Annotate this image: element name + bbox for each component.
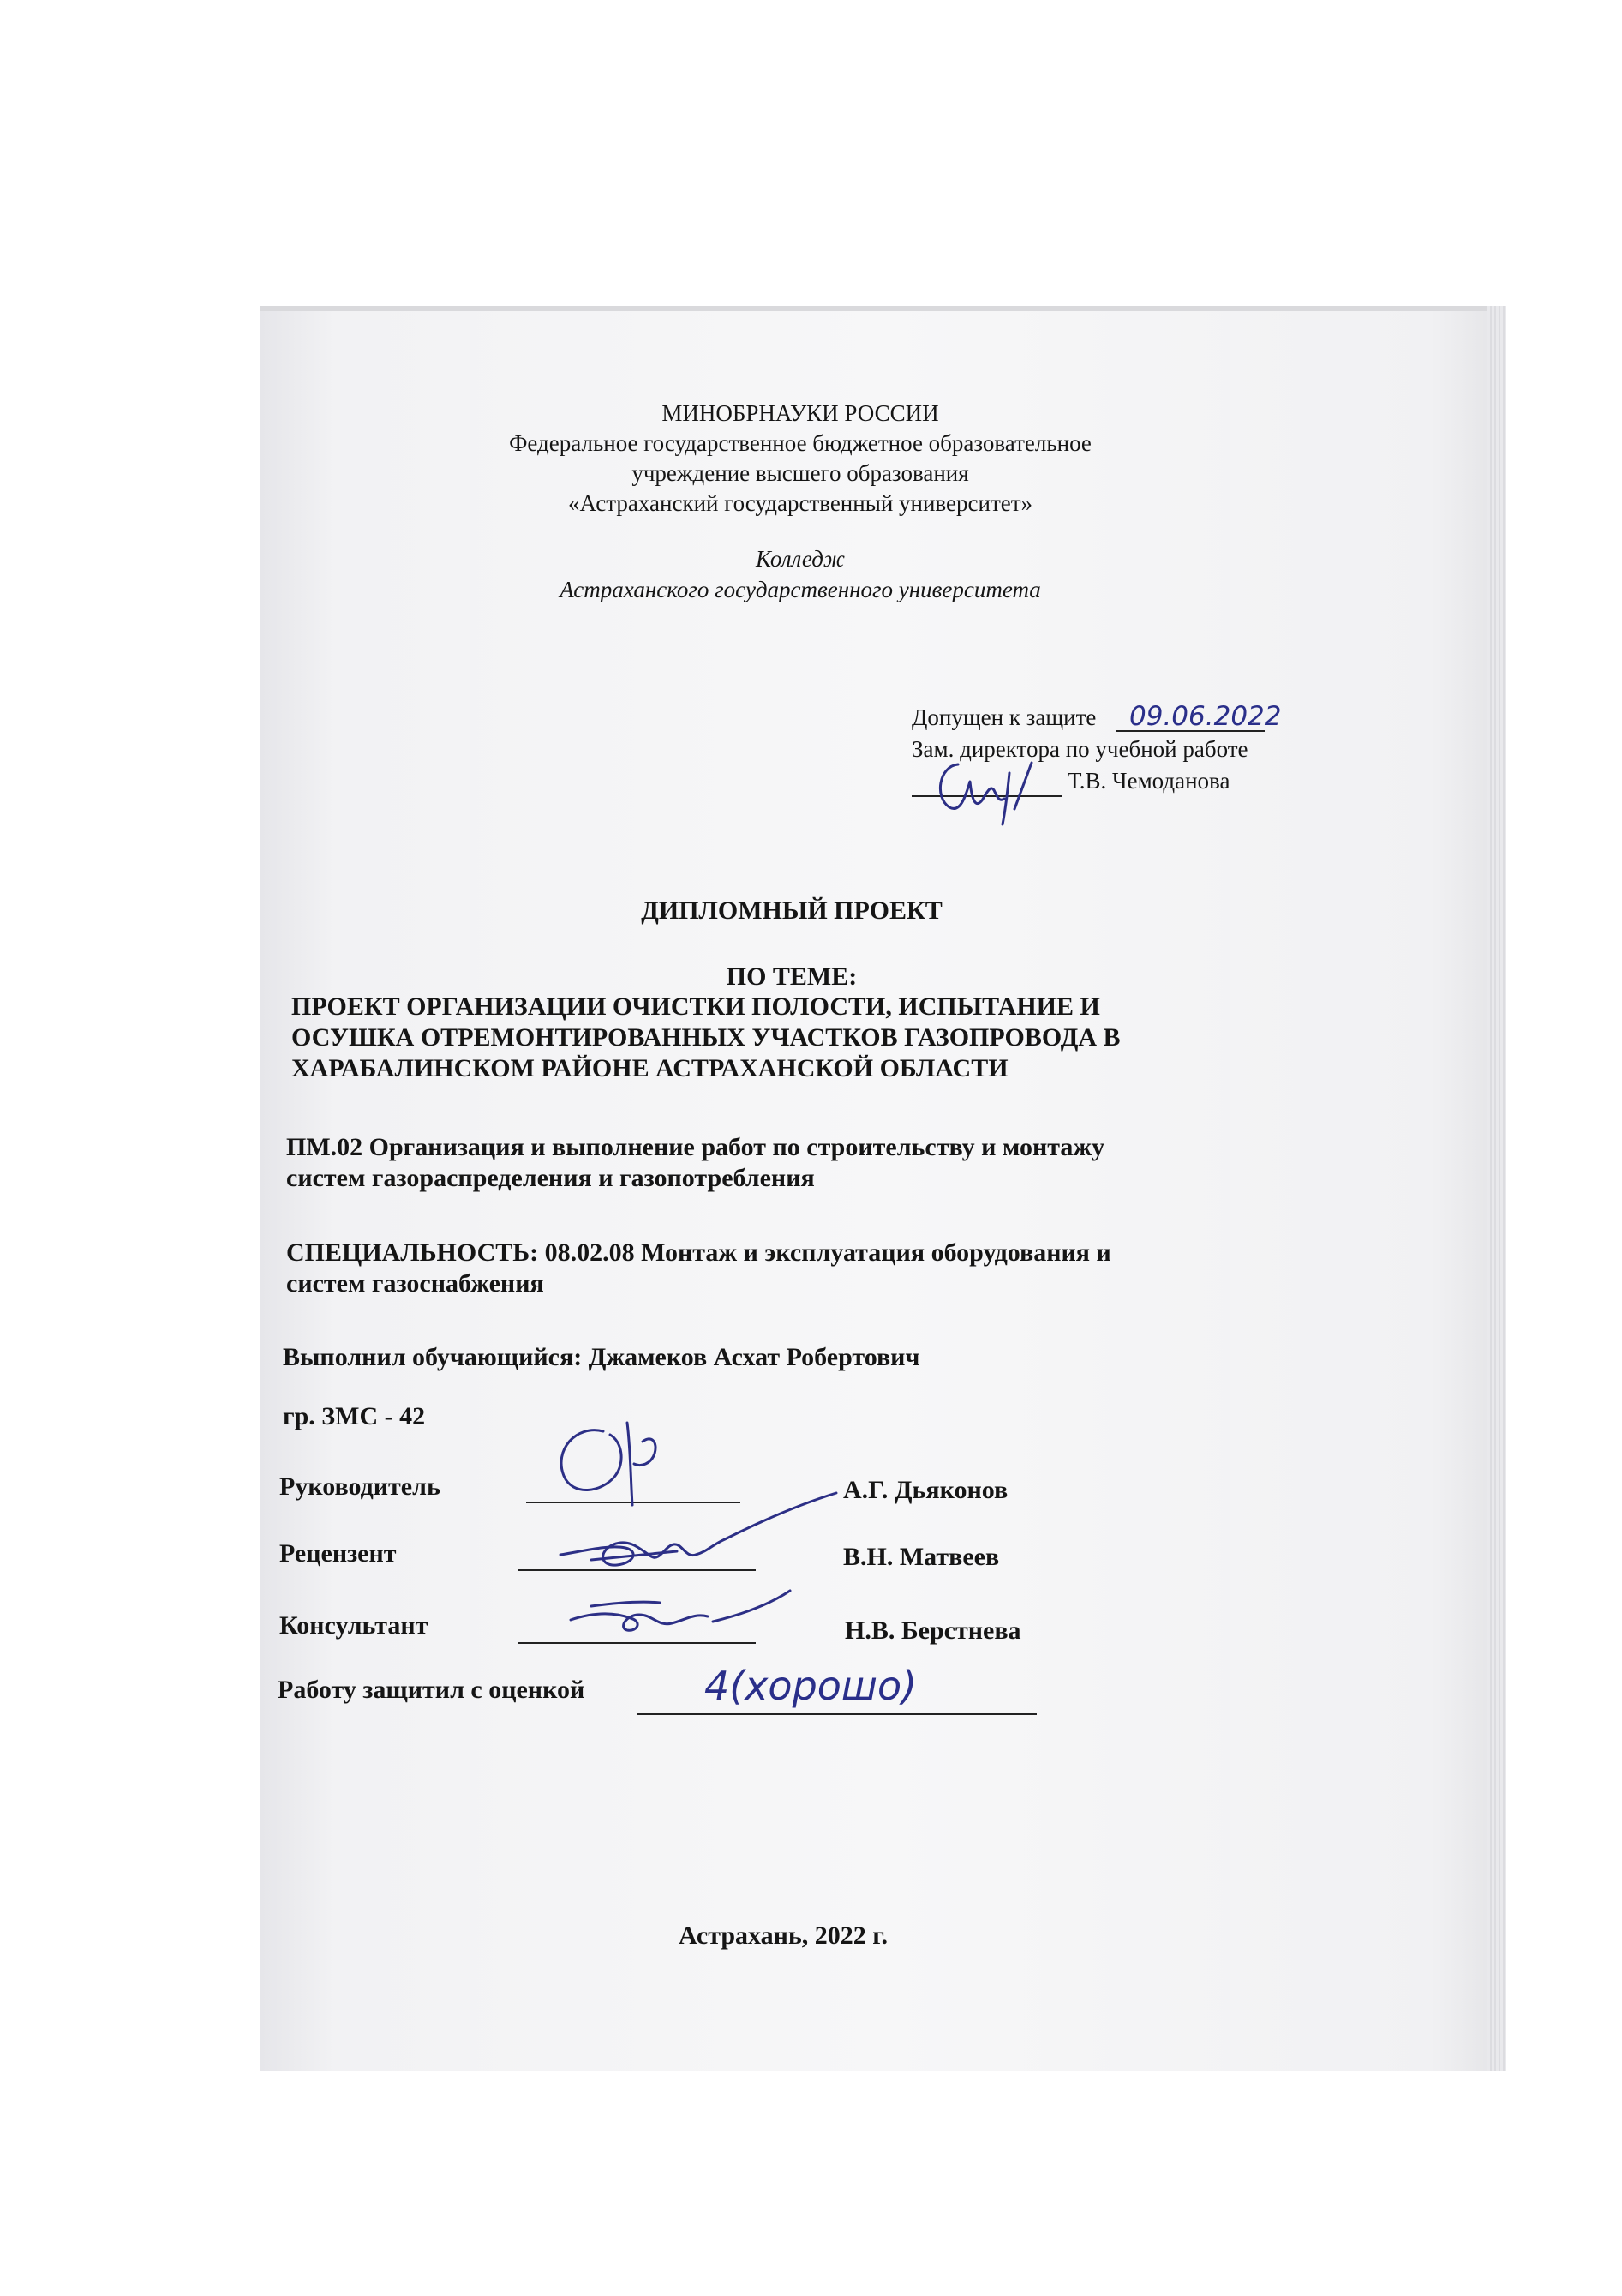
page-edge-right	[1487, 306, 1506, 2071]
signature-icon	[557, 1491, 840, 1577]
deputy-director-position: Зам. директора по учебной работе	[912, 736, 1248, 762]
signatory-name: А.Г. Дьяконов	[843, 1476, 1009, 1504]
document-type: ДИПЛОМНЫЙ ПРОЕКТ	[641, 896, 943, 925]
ministry-line: МИНОБРНАУКИ РОССИИ	[661, 400, 939, 426]
page-edge-top	[260, 306, 1506, 311]
institution-line-2: учреждение высшего образования	[631, 460, 969, 486]
module-line-2: систем газораспределения и газопотребления	[286, 1164, 815, 1192]
signatory-name: Н.В. Берстнева	[845, 1616, 1021, 1645]
admitted-date-handwritten: 09.06.2022	[1129, 701, 1282, 732]
deputy-signature-icon	[931, 747, 1059, 826]
signatory-role: Консультант	[279, 1611, 428, 1640]
institution-line-1: Федеральное государственное бюджетное образовательное	[509, 430, 1092, 456]
admitted-label: Допущен к защите	[912, 704, 1097, 730]
specialty-line-2: систем газоснабжения	[286, 1269, 544, 1298]
place-and-year: Астрахань, 2022 г.	[678, 1921, 888, 1950]
college-line-2: Астраханского государственного университета	[560, 577, 1041, 602]
student-line: Выполнил обучающийся: Джамеков Асхат Робертович	[283, 1343, 920, 1371]
signatory-role: Руководитель	[279, 1472, 440, 1501]
signatory-name: В.Н. Матвеев	[843, 1543, 1000, 1571]
topic-line-2: ОСУШКА ОТРЕМОНТИРОВАННЫХ УЧАСТКОВ ГАЗОПРОВОДА В	[291, 1023, 1121, 1052]
institution-line-3: «Астраханский государственный университет»	[567, 490, 1033, 516]
signatory-role: Рецензент	[279, 1539, 397, 1568]
grade-label: Работу защитил с оценкой	[278, 1676, 585, 1704]
student-group: гр. ЗМС - 42	[283, 1402, 426, 1430]
grade-value-handwritten: 4(хорошо)	[704, 1663, 918, 1709]
college-line-1: Колледж	[755, 546, 846, 572]
module-line-1: ПМ.02 Организация и выполнение работ по строительству и монтажу	[286, 1133, 1105, 1161]
topic-label: ПО ТЕМЕ:	[726, 962, 858, 991]
grade-line	[637, 1713, 1037, 1715]
topic-line-1: ПРОЕКТ ОРГАНИЗАЦИИ ОЧИСТКИ ПОЛОСТИ, ИСПЫТАНИЕ И	[291, 992, 1100, 1021]
signature-icon	[566, 1587, 797, 1647]
deputy-director-name: Т.В. Чемоданова	[1068, 768, 1230, 794]
specialty-line-1: СПЕЦИАЛЬНОСТЬ: 08.02.08 Монтаж и эксплуатация оборудования и	[286, 1238, 1111, 1267]
topic-line-3: ХАРАБАЛИНСКОМ РАЙОНЕ АСТРАХАНСКОЙ ОБЛАСТИ	[291, 1054, 1009, 1082]
